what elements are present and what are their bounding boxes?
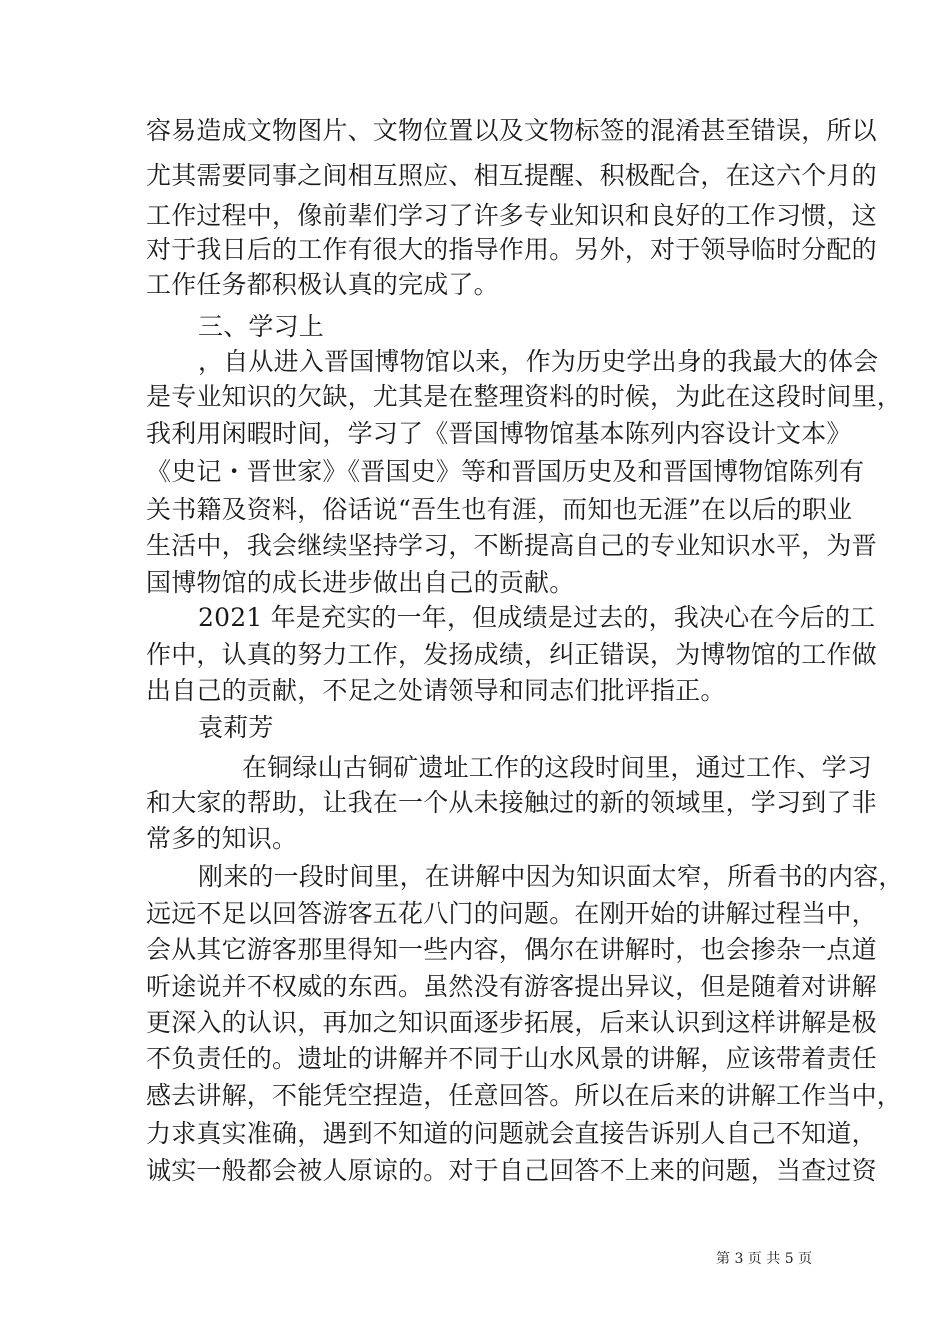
text-line: 我利用闲暇时间，学习了《晋国博物馆基本陈列内容设计文本》 xyxy=(146,419,852,448)
text-line: 远远不足以回答游客五花八门的问题。在刚开始的讲解过程当中， xyxy=(146,899,877,928)
text-line: 生活中，我会继续坚持学习，不断提高自己的专业知识水平，为晋 xyxy=(146,531,877,560)
text-line: 工作过程中，像前辈们学习了许多专业知识和良好的工作习惯，这 xyxy=(146,201,877,230)
text-line: 尤其需要同事之间相互照应、相互提醒、积极配合，在这六个月的 xyxy=(146,161,877,190)
text-line: 出自己的贡献，不足之处请领导和同志们批评指正。 xyxy=(146,676,726,705)
text-line: 国博物馆的成长进步做出自己的贡献。 xyxy=(146,568,575,597)
text-line: 诚实一般都会被人原谅的。对于自己回答不上来的问题，当查过资 xyxy=(146,1156,877,1185)
text-line: 对于我日后的工作有很大的指导作用。另外，对于领导临时分配的 xyxy=(146,235,877,264)
text-line: 和大家的帮助，让我在一个从未接触过的新的领域里，学习到了非 xyxy=(146,788,877,817)
text-line: 2021 年是充实的一年，但成绩是过去的，我决心在今后的工 xyxy=(198,603,876,632)
text-line: 更深入的认识，再加之知识面逐步拓展，后来认识到这样讲解是极 xyxy=(146,1008,877,1037)
page-number: 第 3 页 共 5 页 xyxy=(716,1251,813,1267)
text-line: 关书籍及资料，俗话说“吾生也有涯，而知也无涯”在以后的职业 xyxy=(146,495,853,524)
text-line: 不负责任的。遗址的讲解并不同于山水风景的讲解，应该带着责任 xyxy=(146,1044,877,1073)
text-line: 感去讲解，不能凭空捏造，任意回答。所以在后来的讲解工作当中， xyxy=(146,1081,903,1110)
text-line: 力求真实准确，遇到不知道的问题就会直接告诉别人自己不知道， xyxy=(146,1119,877,1148)
section-heading: 三、学习上 xyxy=(198,312,325,341)
text-line: 容易造成文物图片、文物位置以及文物标签的混淆甚至错误，所以 xyxy=(146,116,877,145)
text-line: ，自从进入晋国博物馆以来，作为历史学出身的我最大的体会 xyxy=(198,347,879,376)
text-line: 在铜绿山古铜矿遗址工作的这段时间里，通过工作、学习 xyxy=(242,753,873,782)
text-line: 作中，认真的努力工作，发扬成绩，纠正错误，为博物馆的工作做 xyxy=(146,640,877,669)
text-line: 刚来的一段时间里，在讲解中因为知识面太窄，所看书的内容， xyxy=(198,862,904,891)
text-line: 工作任务都积极认真的完成了。 xyxy=(146,270,499,299)
text-line: 会从其它游客那里得知一些内容，偶尔在讲解时，也会掺杂一点道 xyxy=(146,935,877,964)
text-line: 是专业知识的欠缺，尤其是在整理资料的时候，为此在这段时间里， xyxy=(146,382,903,411)
author-name: 袁莉芳 xyxy=(198,713,274,742)
text-line: 常多的知识。 xyxy=(146,824,298,853)
text-line: 听途说并不权威的东西。虽然没有游客提出异议，但是随着对讲解 xyxy=(146,972,877,1001)
text-line: 《史记・晋世家》《晋国史》等和晋国历史及和晋国博物馆陈列有 xyxy=(146,457,865,486)
